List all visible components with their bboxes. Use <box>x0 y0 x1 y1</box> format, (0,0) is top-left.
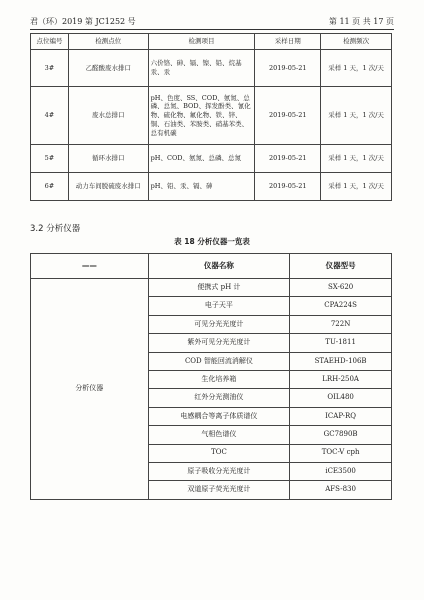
instrument-name: 红外分光测油仪 <box>148 389 290 407</box>
instrument-name: 原子吸收分光光度计 <box>148 462 290 480</box>
table-row <box>31 279 392 297</box>
instrument-model: OIL480 <box>290 389 392 407</box>
sampling-table <box>30 33 392 201</box>
instrument-name: 紫外可见分光光度计 <box>148 334 290 352</box>
header-cell: 仪器型号 <box>290 254 392 279</box>
instrument-name: 电感耦合等离子体质谱仪 <box>148 407 290 425</box>
test-items: pH、铅、汞、镉、砷 <box>148 173 255 201</box>
instrument-model: GC7890B <box>290 426 392 444</box>
instrument-model: TU-1811 <box>290 334 392 352</box>
instrument-model: AFS-830 <box>290 481 392 499</box>
section-title: 3.2 分析仪器 <box>30 224 81 234</box>
point-id: 5# <box>31 145 69 173</box>
instrument-model: 722N <box>290 315 392 333</box>
category-cell: 分析仪器 <box>31 279 149 500</box>
frequency: 采样 1 天，1 次/天 <box>321 145 392 173</box>
header-cell: 采样日期 <box>255 34 321 50</box>
instrument-model: iCE3500 <box>290 462 392 480</box>
frequency: 采样 1 天，1 次/天 <box>321 87 392 145</box>
sample-date: 2019-05-21 <box>255 173 321 201</box>
table-caption: 表 18 分析仪器一览表 <box>174 237 250 246</box>
instrument-table <box>30 253 392 500</box>
instrument-name: 双道原子荧光光度计 <box>148 481 290 499</box>
point-name: 废水总排口 <box>68 87 148 145</box>
instrument-name: 生化培养箱 <box>148 370 290 388</box>
instrument-model: ICAP-RQ <box>290 407 392 425</box>
instrument-model: SX-620 <box>290 279 392 297</box>
header-cell: 检测频次 <box>321 34 392 50</box>
sample-date: 2019-05-21 <box>255 145 321 173</box>
header-cell: 检测项目 <box>148 34 255 50</box>
instrument-name: TOC <box>148 444 290 462</box>
page-header <box>30 13 394 27</box>
frequency: 采样 1 天，1 次/天 <box>321 173 392 201</box>
table-header-row <box>31 34 392 50</box>
point-name: 循环水排口 <box>68 145 148 173</box>
header-rule <box>30 29 394 30</box>
instrument-name: 电子天平 <box>148 297 290 315</box>
table-row <box>31 50 392 87</box>
instrument-name: COD 智能回流消解仪 <box>148 352 290 370</box>
table-header-row <box>31 254 392 279</box>
page-number: 第 11 页 共 17 页 <box>328 17 394 26</box>
table-row <box>31 87 392 145</box>
frequency: 采样 1 天，1 次/天 <box>321 50 392 87</box>
instrument-model: CPA224S <box>290 297 392 315</box>
test-items: pH、COD、氨氮、总磷、总氮 <box>148 145 255 173</box>
instrument-name: 气相色谱仪 <box>148 426 290 444</box>
header-cell: 点位编号 <box>31 34 69 50</box>
test-items: pH、色度、SS、COD、氨氮、总磷、总氮、BOD、挥发酚类、氰化物、硫化物、氟化物、铁、锌、铜、石油类、苯胺类、硝基苯类、总有机碳 <box>148 87 255 145</box>
point-id: 6# <box>31 173 69 201</box>
instrument-model: STAEHD-106B <box>290 352 392 370</box>
sample-date: 2019-05-21 <box>255 50 321 87</box>
table-row <box>31 173 392 201</box>
test-items: 六价铬、砷、镉、镍、铅、烷基汞、汞 <box>148 50 255 87</box>
point-id: 4# <box>31 87 69 145</box>
point-id: 3# <box>31 50 69 87</box>
instrument-name: 便携式 pH 计 <box>148 279 290 297</box>
header-cell: 仪器名称 <box>148 254 290 279</box>
point-name: 动力车间脱硫废水排口 <box>68 173 148 201</box>
header-cell: —— <box>31 254 149 279</box>
sample-date: 2019-05-21 <box>255 87 321 145</box>
instrument-name: 可见分光光度计 <box>148 315 290 333</box>
point-name: 乙醛酸废水排口 <box>68 50 148 87</box>
report-number: 君（环）2019 第 JC1252 号 <box>30 17 136 26</box>
header-cell: 检测点位 <box>68 34 148 50</box>
table-row <box>31 145 392 173</box>
instrument-model: TOC-V cph <box>290 444 392 462</box>
instrument-model: LRH-250A <box>290 370 392 388</box>
